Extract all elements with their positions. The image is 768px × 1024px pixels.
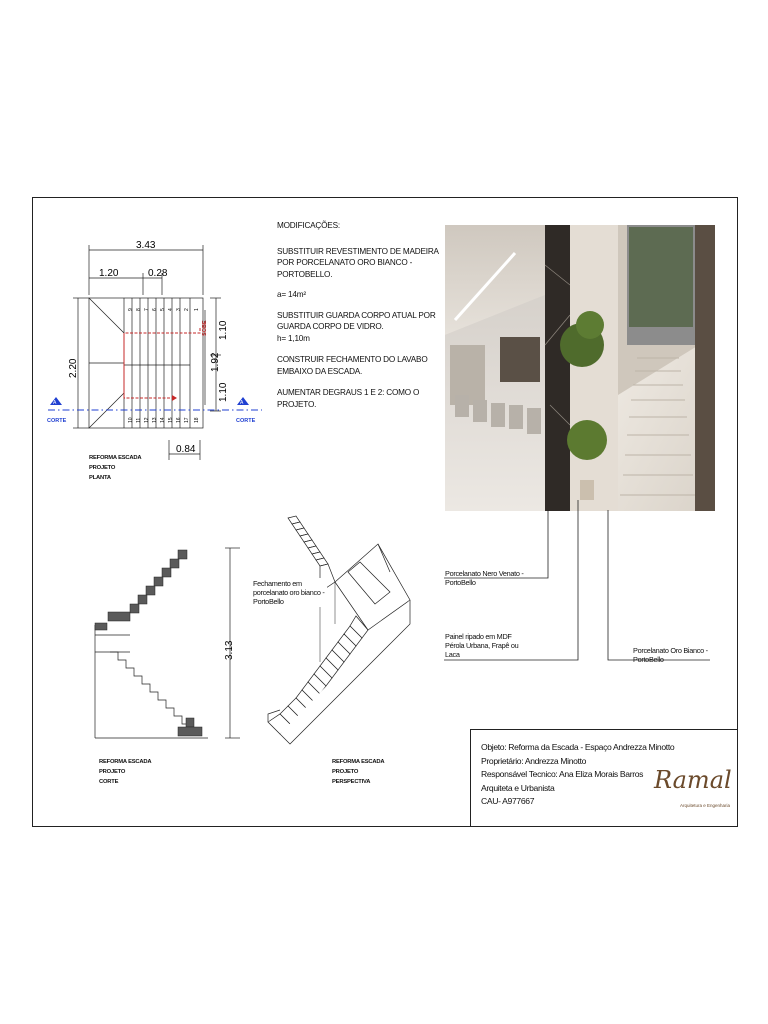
- step-number: 9: [128, 308, 134, 311]
- step-number: 16: [176, 417, 182, 423]
- cau-number: CAU- A977667: [481, 796, 535, 807]
- plan-dim-lower: 1.10: [218, 382, 229, 402]
- section-letter-left: A: [53, 400, 57, 406]
- plan-caption: [89, 453, 141, 483]
- cut-label-left: CORTE: [47, 418, 67, 424]
- label-fechamento: [251, 578, 327, 607]
- ramal-logo: [654, 758, 732, 818]
- step-number: 15: [168, 417, 174, 423]
- plan-dim-height: 2.20: [68, 358, 79, 378]
- step-number: 14: [160, 417, 166, 423]
- label-line: PortoBello: [633, 655, 664, 664]
- step-number: 4: [168, 308, 174, 311]
- responsible-role: Arquiteta e Urbanista: [481, 782, 555, 793]
- step-number: 12: [144, 417, 150, 423]
- step-number: 2: [184, 308, 190, 311]
- step-number: 10: [128, 417, 134, 423]
- plan-dim-mid: 0.28: [148, 268, 168, 279]
- step-number: 7: [144, 308, 150, 311]
- note-item: h= 1,10m: [277, 333, 310, 343]
- perspective-caption: [332, 757, 384, 787]
- label-nero-venato: [445, 569, 524, 587]
- logo-subtitle: Arquitetura e Engenharia: [680, 803, 731, 808]
- note-item: AUMENTAR DEGRAUS 1 E 2: COMO O PROJETO.: [277, 388, 420, 409]
- label-line: PortoBello: [253, 597, 284, 606]
- step-number: 1: [194, 308, 200, 311]
- notes-title: MODIFICAÇÕES:: [277, 221, 340, 230]
- caption-line: PERSPECTIVA: [332, 779, 371, 785]
- label-line: Porcelanato Nero Venato -: [445, 569, 524, 578]
- step-number: 17: [184, 417, 190, 423]
- caption-line: REFORMA ESCADA: [99, 759, 152, 765]
- note-item: SUBSTITUIR GUARDA CORPO ATUAL POR GUARDA CORPO DE VIDRO.: [277, 310, 436, 331]
- label-line: porcelanato oro bianco -: [253, 588, 325, 597]
- stair-plan: [40, 230, 270, 490]
- caption-line: PROJETO: [332, 769, 359, 775]
- plan-dim-stair: 1.92: [210, 352, 221, 372]
- stair-section: [90, 540, 250, 745]
- section-letter-right: A: [240, 400, 244, 406]
- plan-sobe-label: SOBE: [202, 320, 208, 336]
- cut-label-right: CORTE: [236, 418, 256, 424]
- caption-line: CORTE: [99, 779, 119, 785]
- note-item: a= 14m²: [277, 290, 306, 299]
- note-item: SUBSTITUIR REVESTIMENTO DE MADEIRA POR PORCELANATO ORO BIANCO - PORTOBELLO.: [277, 246, 439, 279]
- label-line: Pérola Urbana, Frapê ou: [445, 641, 519, 650]
- stair-render-image: [445, 225, 715, 511]
- title-block-text: [481, 741, 674, 809]
- stair-perspective: [260, 512, 420, 752]
- modifications-notes: [277, 220, 442, 420]
- plan-dim-upper: 1.10: [218, 320, 229, 340]
- step-number: 18: [194, 417, 200, 423]
- note-item: CONSTRUIR FECHAMENTO DO LAVABO EMBAIXO DA ESCADA.: [277, 355, 428, 376]
- section-caption: [99, 757, 151, 787]
- caption-line: PROJETO: [99, 769, 126, 775]
- label-line: Laca: [445, 650, 460, 659]
- section-dim-height: 3.13: [224, 640, 235, 660]
- step-number: 11: [136, 417, 142, 423]
- step-number: 13: [152, 417, 158, 423]
- plan-dim-total: 3.43: [136, 240, 156, 251]
- plan-dim-left: 1.20: [99, 268, 119, 279]
- label-oro-bianco: [633, 646, 708, 664]
- step-number: 3: [176, 308, 182, 311]
- label-line: Porcelanato Oro Bianco -: [633, 646, 708, 655]
- caption-line: PLANTA: [89, 475, 111, 481]
- title-block: [470, 729, 738, 827]
- label-line: Painel ripado em MDF: [445, 632, 512, 641]
- caption-line: REFORMA ESCADA: [332, 759, 385, 765]
- label-painel-ripado: [445, 632, 518, 659]
- logo-word: Ramal: [654, 766, 732, 794]
- technical-responsible: Responsável Tecnico: Ana Eliza Morais Barros: [481, 769, 644, 780]
- project-owner: Proprietário: Andrezza Minotto: [481, 755, 587, 766]
- label-line: Fechamento em: [253, 579, 302, 588]
- step-number: 6: [152, 308, 158, 311]
- plan-dim-bottom: 0.84: [176, 444, 196, 455]
- caption-line: REFORMA ESCADA: [89, 455, 142, 461]
- step-number: 5: [160, 308, 166, 311]
- label-line: PortoBello: [445, 578, 476, 587]
- caption-line: PROJETO: [89, 465, 116, 471]
- step-number: 8: [136, 308, 142, 311]
- project-object: Objeto: Reforma da Escada - Espaço Andrezza Minotto: [481, 742, 675, 752]
